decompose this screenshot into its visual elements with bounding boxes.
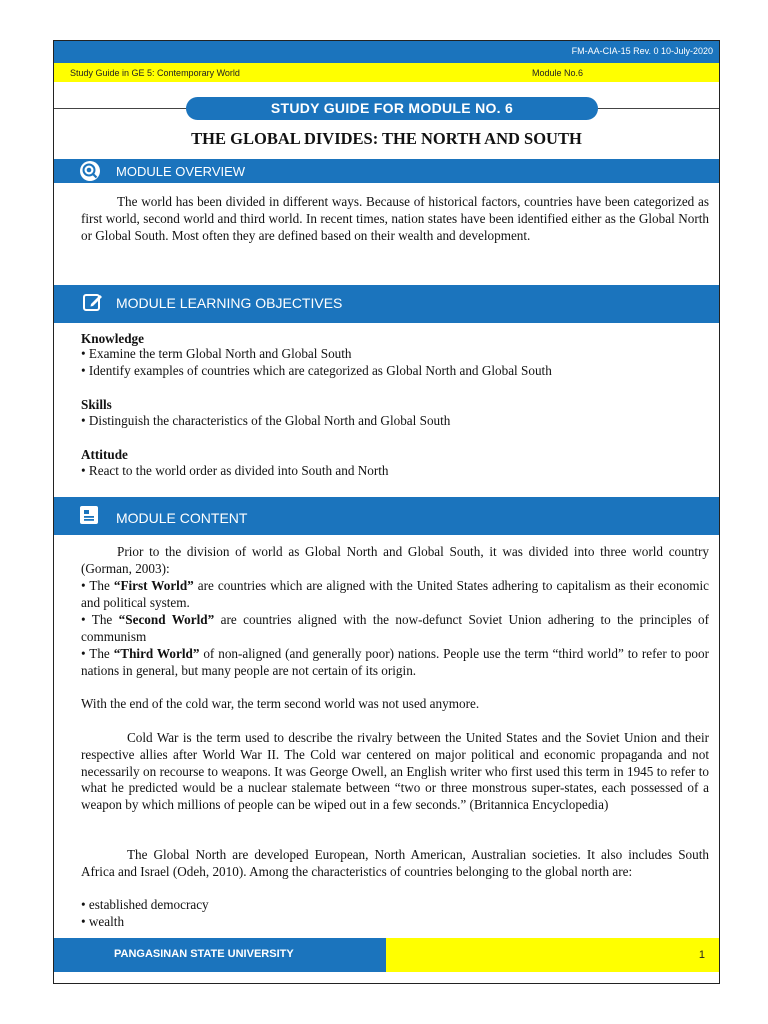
page-title: THE GLOBAL DIVIDES: THE NORTH AND SOUTH xyxy=(191,129,582,148)
first-world-item xyxy=(81,578,709,612)
third-world-prefix: • The xyxy=(81,646,114,661)
overview-paragraph: The world has been divided in different ways. Because of historical factors, countries have been categorized as first world, second world and third world. In recent times, nation states have been identified either as the Global North or Global South. Most often they are defined based on their wealth and development. xyxy=(81,194,709,243)
page-number: 1 xyxy=(698,949,705,961)
third-world-text: of non-aligned (and generally poor) nations. People use the term “third world” to refer to poor nations in general, but many people are not certain of its origin. xyxy=(81,646,709,678)
first-world-text: are countries which are aligned with the United States adhering to capitalism as their economic and political system. xyxy=(81,578,709,610)
edit-icon xyxy=(82,291,104,313)
second-world-text: are countries aligned with the now-defunct Soviet Union adhering to the principles of communism xyxy=(81,612,709,644)
third-world-term: “Third World” xyxy=(113,646,200,661)
objectives-heading: MODULE LEARNING OBJECTIVES xyxy=(116,295,343,311)
first-world-term: “First World” xyxy=(113,578,194,593)
second-world-prefix: • The xyxy=(81,612,119,627)
document-page xyxy=(53,40,720,984)
skills-heading: Skills xyxy=(81,397,112,412)
first-world-prefix: • The xyxy=(81,578,114,593)
attitude-heading: Attitude xyxy=(81,447,128,462)
content-heading: MODULE CONTENT xyxy=(116,510,248,526)
cold-war-end-sentence: With the end of the cold war, the term second world was not used anymore. xyxy=(81,696,480,711)
second-world-term: “Second World” xyxy=(118,612,215,627)
third-world-item xyxy=(81,646,709,680)
content-intro: Prior to the division of world as Global North and Global South, it was divided into three world country (Gorman, 2003): xyxy=(81,544,709,576)
overview-heading: MODULE OVERVIEW xyxy=(116,164,246,179)
module-label: Module No.6 xyxy=(532,68,584,78)
banner-title: STUDY GUIDE FOR MODULE NO. 6 xyxy=(186,97,598,120)
magnifier-icon xyxy=(80,161,100,181)
footer-university: PANGASINAN STATE UNIVERSITY xyxy=(114,948,294,960)
cold-war-paragraph: Cold War is the term used to describe the rivalry between the United States and the Soviet Union and their respective allies after World War II. The Cold war centered on major political and economic propaganda and not necessarily on recourse to weapons. It was George Owell, an English writer who first used this term in 1945 to refer to what he predicted would be a nuclear stalemate between “two or three monstrous super-states, each possessed of a weapon by which millions of people can be wiped out in a few seconds.” (Britannica Encyclopedia) xyxy=(81,730,709,813)
knowledge-heading: Knowledge xyxy=(81,331,145,346)
second-world-item xyxy=(81,612,709,646)
footer-yellow-block xyxy=(386,938,719,972)
skills-item-1: • Distinguish the characteristics of the Global North and Global South xyxy=(81,413,451,428)
attitude-item-1: • React to the world order as divided into South and North xyxy=(81,463,389,478)
knowledge-item-2: • Identify examples of countries which are categorized as Global North and Global South xyxy=(81,363,552,378)
knowledge-item-1: • Examine the term Global North and Global South xyxy=(81,346,352,361)
global-north-paragraph: The Global North are developed European, North American, Australian societies. It also includes South Africa and Israel (Odeh, 2010). Among the characteristics of countries belonging to the global north are: xyxy=(81,847,709,879)
bullet-wealth: • wealth xyxy=(81,914,125,929)
guide-label: Study Guide in GE 5: Contemporary World xyxy=(70,68,240,78)
bullet-democracy: • established democracy xyxy=(81,897,209,912)
form-code: FM-AA-CIA-15 Rev. 0 10-July-2020 xyxy=(571,46,713,56)
document-icon xyxy=(80,506,98,524)
